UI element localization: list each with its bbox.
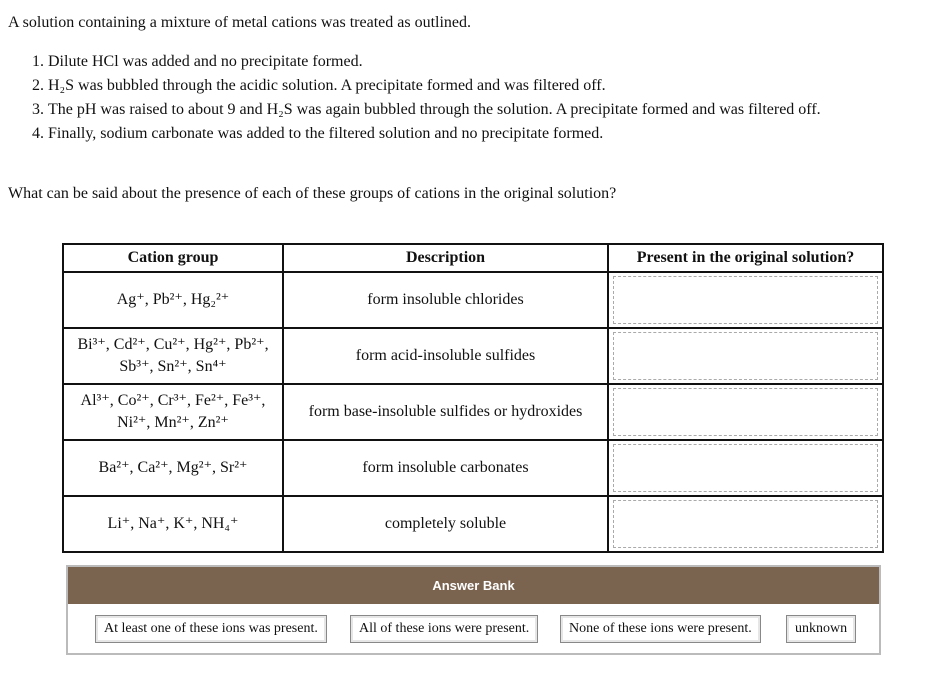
group-description: form base-insoluble sulfides or hydroxides <box>283 384 608 440</box>
table-row <box>63 496 883 552</box>
table-row <box>63 328 883 384</box>
cation-group: Li⁺, Na⁺, K⁺, NH₄⁺ <box>63 496 283 552</box>
step-3: 3. The pH was raised to about 9 and H₂S was again bubbled through the solution. A precipitate formed and was filtered off. <box>48 98 868 122</box>
answer-cell <box>608 384 883 440</box>
answer-cell <box>608 496 883 552</box>
answer-chip-none[interactable]: None of these ions were present. <box>560 615 761 643</box>
header-cation-group: Cation group <box>63 244 283 272</box>
step-4: 4. Finally, sodium carbonate was added to the filtered solution and no precipitate formed. <box>48 122 868 146</box>
step-2: 2. H₂S was bubbled through the acidic solution. A precipitate formed and was filtered off. <box>48 74 868 98</box>
cation-group: Ba²⁺, Ca²⁺, Mg²⁺, Sr²⁺ <box>63 440 283 496</box>
answer-dropzone[interactable] <box>613 500 878 548</box>
cation-group: Ag⁺, Pb²⁺, Hg₂²⁺ <box>63 272 283 328</box>
cation-group: Bi³⁺, Cd²⁺, Cu²⁺, Hg²⁺, Pb²⁺, Sb³⁺, Sn²⁺, Sn⁴⁺ <box>63 328 283 384</box>
group-description: form insoluble carbonates <box>283 440 608 496</box>
table-row <box>63 440 883 496</box>
answer-chip-at-least-one[interactable]: At least one of these ions was present. <box>95 615 327 643</box>
header-description: Description <box>283 244 608 272</box>
group-description: completely soluble <box>283 496 608 552</box>
group-description: form insoluble chlorides <box>283 272 608 328</box>
answer-cell <box>608 440 883 496</box>
answer-chip-unknown[interactable]: unknown <box>786 615 856 643</box>
answer-chip-all[interactable]: All of these ions were present. <box>350 615 538 643</box>
answer-dropzone[interactable] <box>613 276 878 324</box>
cation-table <box>62 243 884 553</box>
answer-bank-title: Answer Bank <box>68 567 879 604</box>
answer-cell <box>608 328 883 384</box>
answer-cell <box>608 272 883 328</box>
intro-text: A solution containing a mixture of metal cations was treated as outlined. <box>8 14 471 31</box>
procedure-steps <box>28 50 868 146</box>
question-text: What can be said about the presence of each of these groups of cations in the original solution? <box>8 185 617 202</box>
answer-bank <box>66 565 881 655</box>
answer-dropzone[interactable] <box>613 444 878 492</box>
step-1: 1. Dilute HCl was added and no precipitate formed. <box>48 50 868 74</box>
group-description: form acid-insoluble sulfides <box>283 328 608 384</box>
table-row <box>63 384 883 440</box>
cation-group: Al³⁺, Co²⁺, Cr³⁺, Fe²⁺, Fe³⁺, Ni²⁺, Mn²⁺, Zn²⁺ <box>63 384 283 440</box>
answer-dropzone[interactable] <box>613 388 878 436</box>
header-present: Present in the original solution? <box>608 244 883 272</box>
table-header-row <box>63 244 883 272</box>
answer-dropzone[interactable] <box>613 332 878 380</box>
table-row <box>63 272 883 328</box>
